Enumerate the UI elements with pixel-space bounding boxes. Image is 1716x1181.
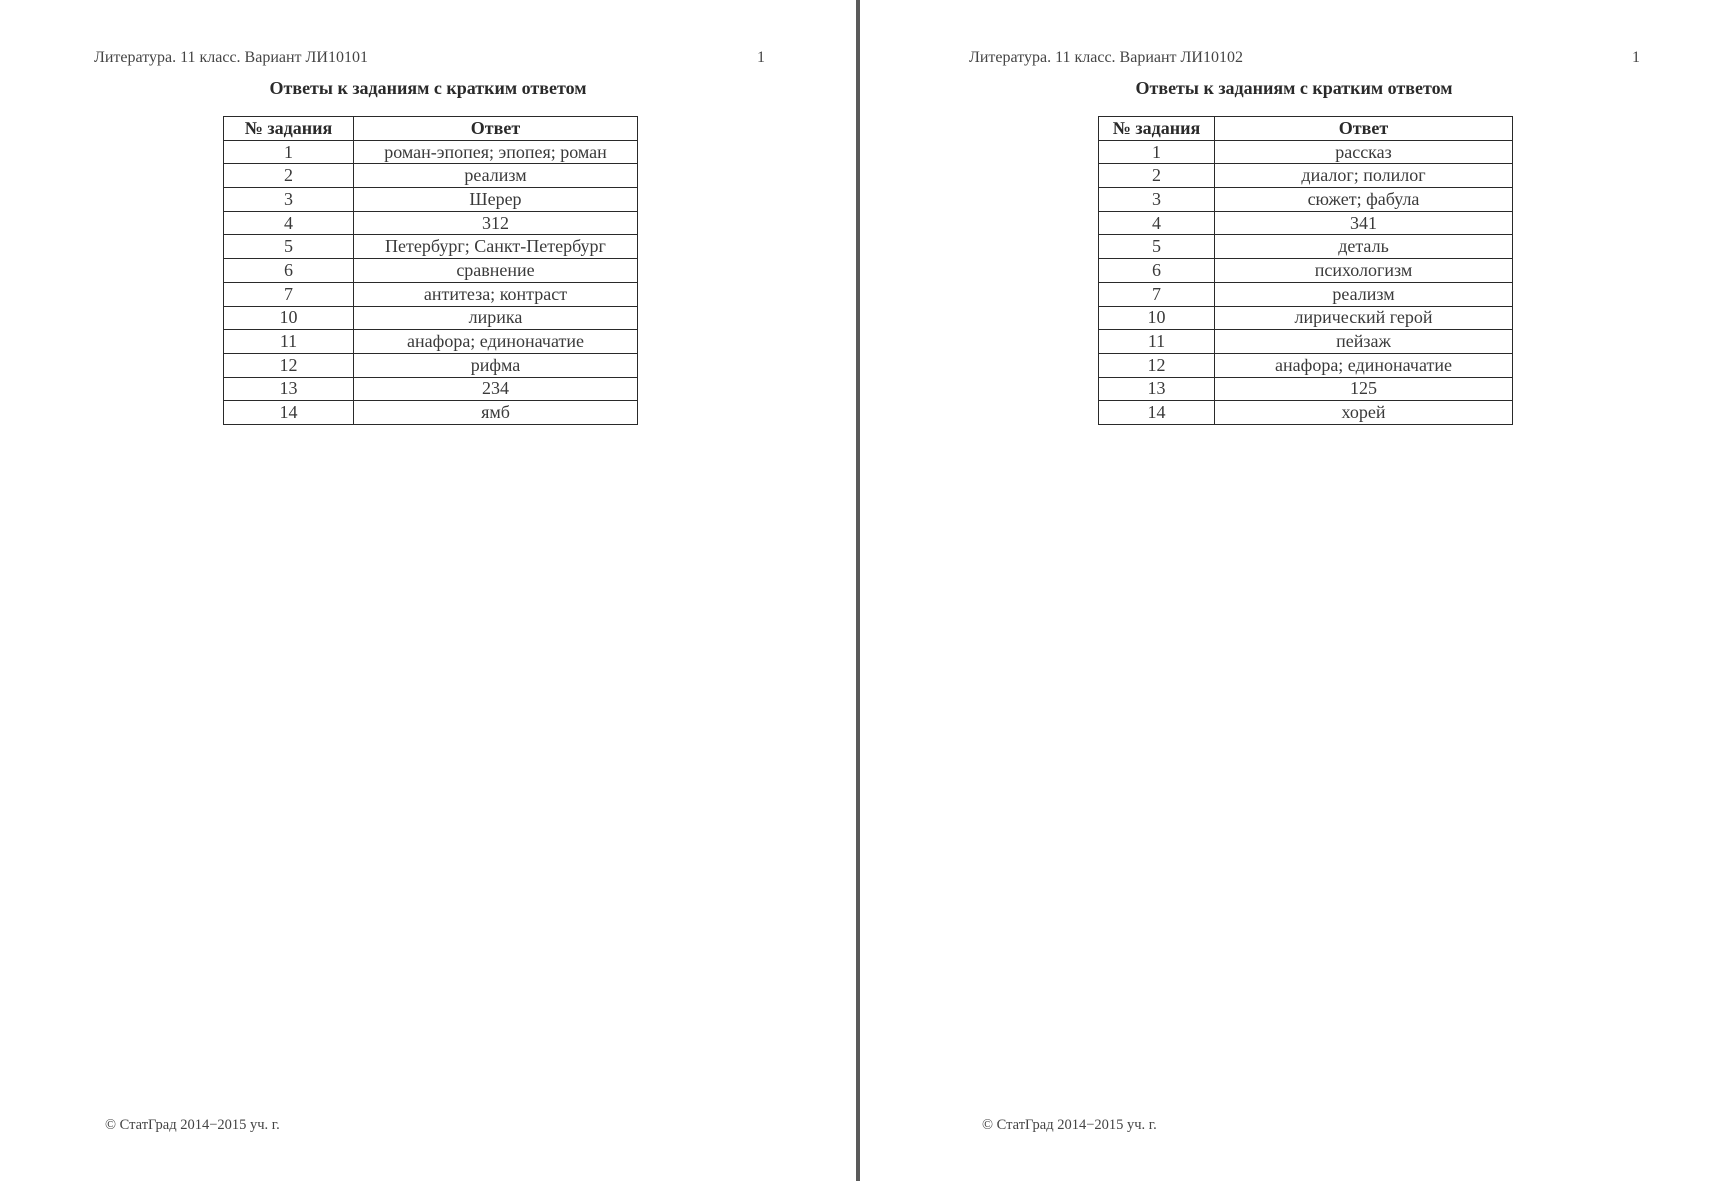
task-number-cell: 1	[224, 140, 354, 164]
table-row	[224, 164, 638, 188]
answer-cell: лирический герой	[1215, 306, 1513, 330]
task-number-cell: 4	[1099, 211, 1215, 235]
table-row	[1099, 211, 1513, 235]
page-footer: © СтатГрад 2014−2015 уч. г.	[105, 1117, 280, 1133]
page-number: 1	[757, 49, 765, 66]
task-number-cell: 13	[1099, 377, 1215, 401]
answer-cell: роман-эпопея; эпопея; роман	[354, 140, 638, 164]
table-row	[1099, 353, 1513, 377]
answer-cell: сюжет; фабула	[1215, 188, 1513, 212]
page-header: Литература. 11 класс. Вариант ЛИ10102	[969, 49, 1243, 66]
answer-cell: ямб	[354, 401, 638, 425]
table-row	[224, 377, 638, 401]
task-number-cell: 10	[224, 306, 354, 330]
column-header-task: № задания	[224, 117, 354, 141]
table-row	[224, 353, 638, 377]
task-number-cell: 3	[224, 188, 354, 212]
task-number-cell: 1	[1099, 140, 1215, 164]
column-header-answer: Ответ	[1215, 117, 1513, 141]
answer-cell: 234	[354, 377, 638, 401]
task-number-cell: 5	[224, 235, 354, 259]
table-row	[224, 259, 638, 283]
task-number-cell: 4	[224, 211, 354, 235]
task-number-cell: 2	[224, 164, 354, 188]
task-number-cell: 7	[224, 282, 354, 306]
task-number-cell: 14	[224, 401, 354, 425]
answer-cell: рифма	[354, 353, 638, 377]
task-number-cell: 13	[224, 377, 354, 401]
answer-cell: реализм	[1215, 282, 1513, 306]
table-row	[224, 235, 638, 259]
table-row	[1099, 259, 1513, 283]
task-number-cell: 10	[1099, 306, 1215, 330]
task-number-cell: 14	[1099, 401, 1215, 425]
table-row	[224, 188, 638, 212]
answer-cell: хорей	[1215, 401, 1513, 425]
answer-cell: пейзаж	[1215, 330, 1513, 354]
page-footer: © СтатГрад 2014−2015 уч. г.	[982, 1117, 1157, 1133]
table-header-row	[1099, 117, 1513, 141]
answers-table	[1098, 116, 1513, 425]
answer-cell: диалог; полилог	[1215, 164, 1513, 188]
page-number: 1	[1632, 49, 1640, 66]
document-page-variant-2	[860, 0, 1716, 1181]
column-header-answer: Ответ	[354, 117, 638, 141]
answer-cell: Петербург; Санкт-Петербург	[354, 235, 638, 259]
task-number-cell: 7	[1099, 282, 1215, 306]
table-row	[1099, 330, 1513, 354]
task-number-cell: 6	[224, 259, 354, 283]
table-row	[1099, 282, 1513, 306]
answers-table	[223, 116, 638, 425]
page-title: Ответы к заданиям с кратким ответом	[1135, 78, 1453, 98]
task-number-cell: 12	[1099, 353, 1215, 377]
task-number-cell: 3	[1099, 188, 1215, 212]
table-row	[1099, 164, 1513, 188]
table-row	[1099, 235, 1513, 259]
table-row	[224, 306, 638, 330]
table-row	[224, 330, 638, 354]
answer-cell: антитеза; контраст	[354, 282, 638, 306]
page-header: Литература. 11 класс. Вариант ЛИ10101	[94, 49, 368, 66]
table-row	[224, 211, 638, 235]
answer-cell: 125	[1215, 377, 1513, 401]
answer-cell: 312	[354, 211, 638, 235]
document-page-variant-1	[0, 0, 856, 1181]
column-header-task: № задания	[1099, 117, 1215, 141]
task-number-cell: 11	[224, 330, 354, 354]
answer-cell: анафора; единоначатие	[354, 330, 638, 354]
table-row	[1099, 306, 1513, 330]
page-title: Ответы к заданиям с кратким ответом	[269, 78, 587, 98]
task-number-cell: 12	[224, 353, 354, 377]
table-row	[1099, 188, 1513, 212]
answer-cell: сравнение	[354, 259, 638, 283]
table-row	[1099, 140, 1513, 164]
answer-cell: психологизм	[1215, 259, 1513, 283]
table-row	[224, 401, 638, 425]
task-number-cell: 11	[1099, 330, 1215, 354]
task-number-cell: 5	[1099, 235, 1215, 259]
table-row	[1099, 401, 1513, 425]
table-header-row	[224, 117, 638, 141]
table-row	[1099, 377, 1513, 401]
answer-cell: рассказ	[1215, 140, 1513, 164]
task-number-cell: 6	[1099, 259, 1215, 283]
table-row	[224, 140, 638, 164]
task-number-cell: 2	[1099, 164, 1215, 188]
answer-cell: Шерер	[354, 188, 638, 212]
answer-cell: лирика	[354, 306, 638, 330]
answer-cell: деталь	[1215, 235, 1513, 259]
table-row	[224, 282, 638, 306]
answer-cell: реализм	[354, 164, 638, 188]
answer-cell: анафора; единоначатие	[1215, 353, 1513, 377]
answer-cell: 341	[1215, 211, 1513, 235]
